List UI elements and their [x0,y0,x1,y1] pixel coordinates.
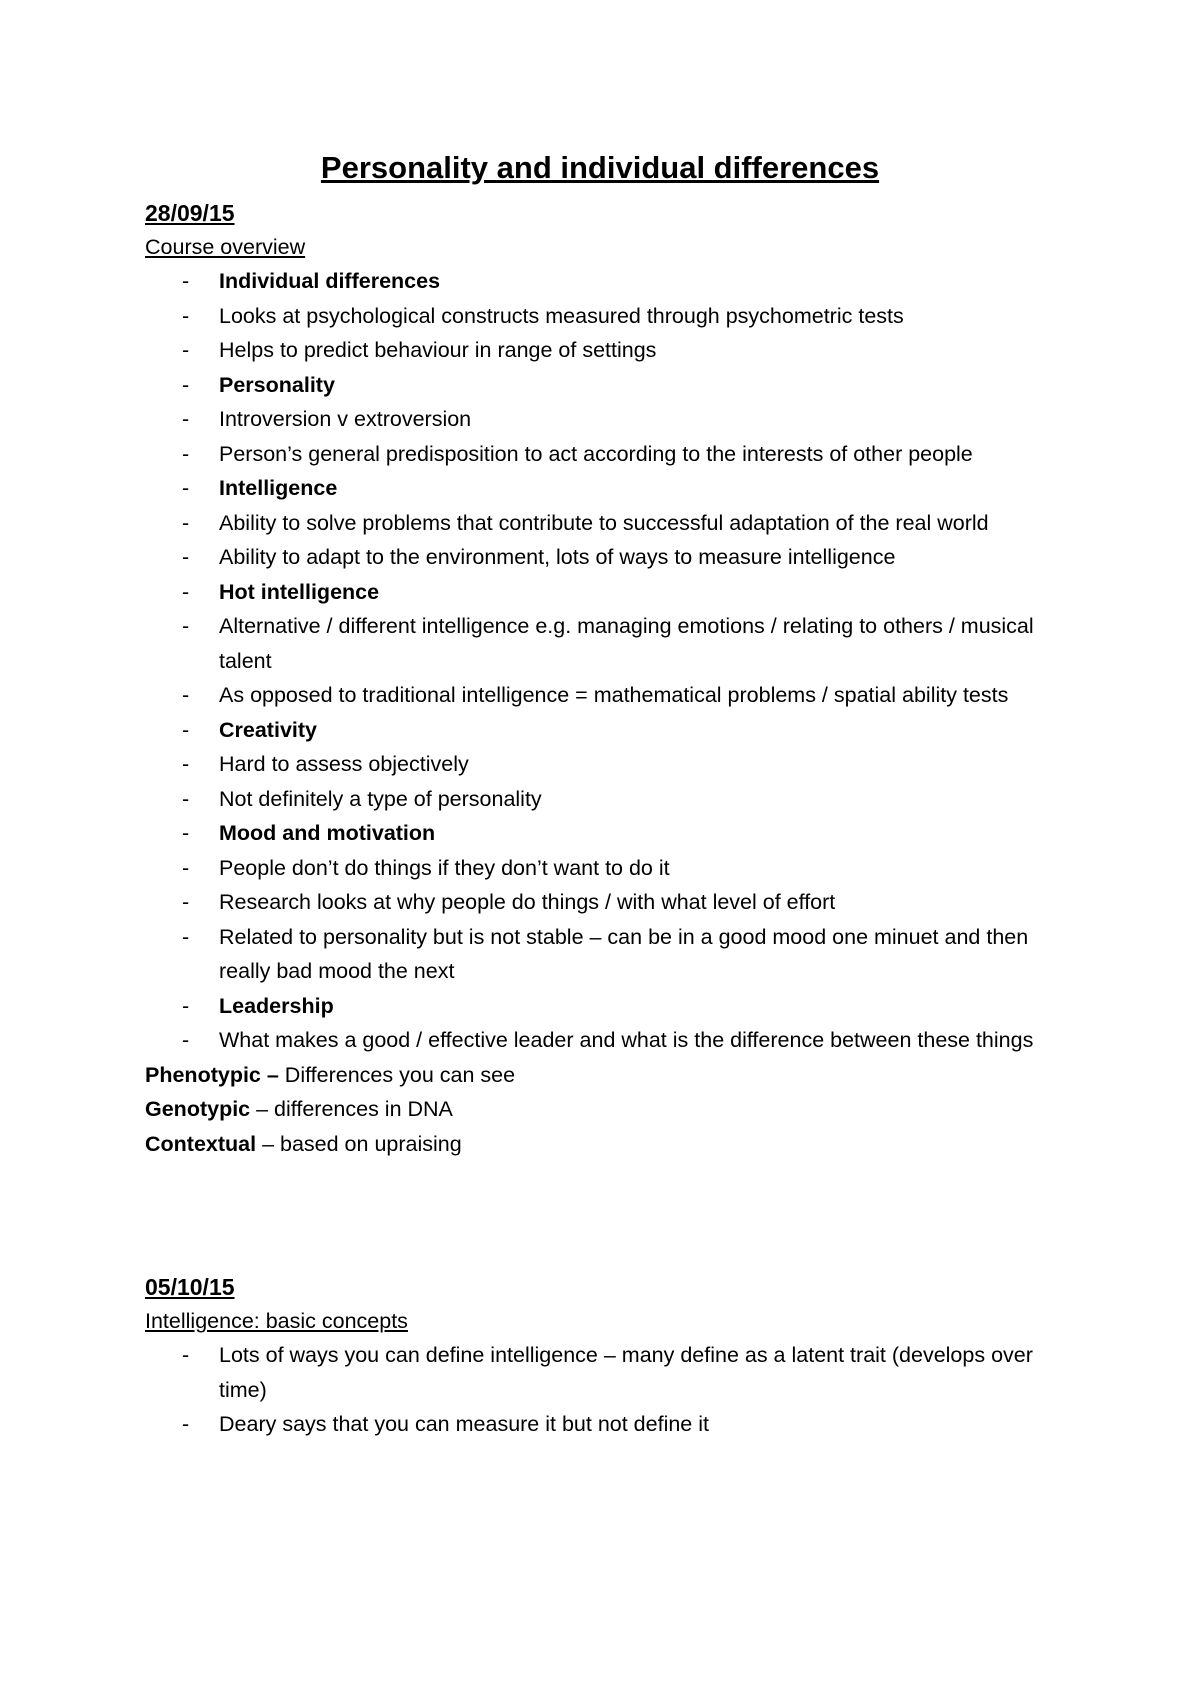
bullet-text: Lots of ways you can define intelligence – many define as a latent trait (develops over time) [219,1343,1033,1402]
bullet-dash: - [182,752,190,776]
bullet-dash: - [182,786,190,811]
bullet-text: Ability to solve problems that contribute to successful adaptation of the real world [219,510,989,535]
term-label: Phenotypic – [145,1062,279,1087]
term-text: – differences in DNA [250,1097,453,1121]
bullet-text: Alternative / different intelligence e.g. managing emotions / relating to others / musical talent [219,614,1034,673]
bullet-dash: - [182,821,190,845]
bullet-item [145,1023,1045,1058]
section-intelligence-basic-concepts [145,1270,1125,1442]
term-text: – based on upraising [256,1131,462,1156]
bullet-item [145,713,1045,748]
bullet-dash: - [182,579,190,604]
bullet-dash: - [182,338,190,362]
bullet-text: Creativity [219,717,317,742]
bullet-text: Research looks at why people do things / with what level of effort [219,890,836,914]
bullet-item [145,851,1045,886]
bullet-dash: - [182,269,190,293]
bullet-dash: - [182,614,190,638]
page-title: Personality and individual differences [320,150,880,185]
bullet-item [145,299,1045,334]
bullet-item [145,1407,1045,1442]
bullet-item [145,1338,1045,1407]
section-subheading: Course overview [145,235,306,259]
section-date: 28/09/15 [145,200,235,226]
bullet-dash: - [182,1412,190,1436]
bullet-text: Introversion v extroversion [219,407,472,431]
bullet-dash: - [182,855,190,880]
term-definition [145,1127,1125,1162]
bullet-text: What makes a good / effective leader and what is the difference between these things [219,1028,1034,1052]
bullet-dash: - [182,441,190,466]
bullet-item [145,747,1045,782]
bullet-dash: - [182,890,190,914]
bullet-item [145,437,1045,472]
bullet-text: Personality [219,372,335,397]
term-label: Genotypic [145,1097,251,1121]
bullet-text: Helps to predict behaviour in range of settings [219,338,657,362]
bullet-dash: - [182,1343,190,1367]
bullet-text: Ability to adapt to the environment, lots of ways to measure intelligence [219,545,896,569]
bullet-item [145,264,1045,299]
bullet-item [145,678,1045,713]
term-definition [145,1092,1125,1127]
bullet-text: Intelligence [219,476,338,500]
bullet-text: Person’s general predisposition to act according to the interests of other people [219,441,973,466]
bullet-item [145,506,1045,541]
bullet-list [145,264,1125,1058]
bullet-item [145,885,1045,920]
bullet-text: As opposed to traditional intelligence = mathematical problems / spatial ability tests [219,683,1009,707]
term-text: Differences you can see [278,1062,516,1087]
bullet-dash: - [182,372,190,397]
bullet-dash: - [182,1028,190,1052]
term-label: Contextual [145,1131,257,1156]
bullet-text: Mood and motivation [219,821,436,845]
bullet-list [145,1338,1125,1442]
bullet-dash: - [182,683,190,707]
bullet-text: Hot intelligence [219,579,380,604]
bullet-dash: - [182,407,190,431]
bullet-dash: - [182,993,190,1018]
bullet-dash: - [182,303,190,328]
term-definition [145,1058,1125,1093]
bullet-item [145,540,1045,575]
bullet-dash: - [182,510,190,535]
bullet-text: Looks at psychological constructs measured through psychometric tests [219,303,904,328]
bullet-text: Hard to assess objectively [219,752,469,776]
bullet-item [145,575,1045,610]
bullet-dash: - [182,924,190,949]
bullet-item [145,609,1045,678]
section-course-overview [145,196,1125,1161]
bullet-text: Individual differences [219,269,441,293]
bullet-dash: - [182,476,190,500]
bullet-text: Related to personality but is not stable – can be in a good mood one minuet and then really bad mood the next [219,924,1029,983]
bullet-item [145,920,1045,989]
term-list [145,1058,1125,1162]
bullet-dash: - [182,717,190,742]
bullet-item [145,368,1045,403]
bullet-item [145,333,1045,368]
section-subheading: Intelligence: basic concepts [145,1309,408,1333]
bullet-text: People don’t do things if they don’t want to do it [219,855,670,880]
bullet-item [145,402,1045,437]
bullet-item [145,782,1045,817]
bullet-item [145,471,1045,506]
bullet-text: Not definitely a type of personality [219,786,542,811]
bullet-dash: - [182,545,190,569]
bullet-text: Leadership [219,993,334,1018]
bullet-item [145,989,1045,1024]
section-date: 05/10/15 [145,1274,235,1300]
bullet-text: Deary says that you can measure it but not define it [219,1412,709,1436]
bullet-item [145,816,1045,851]
